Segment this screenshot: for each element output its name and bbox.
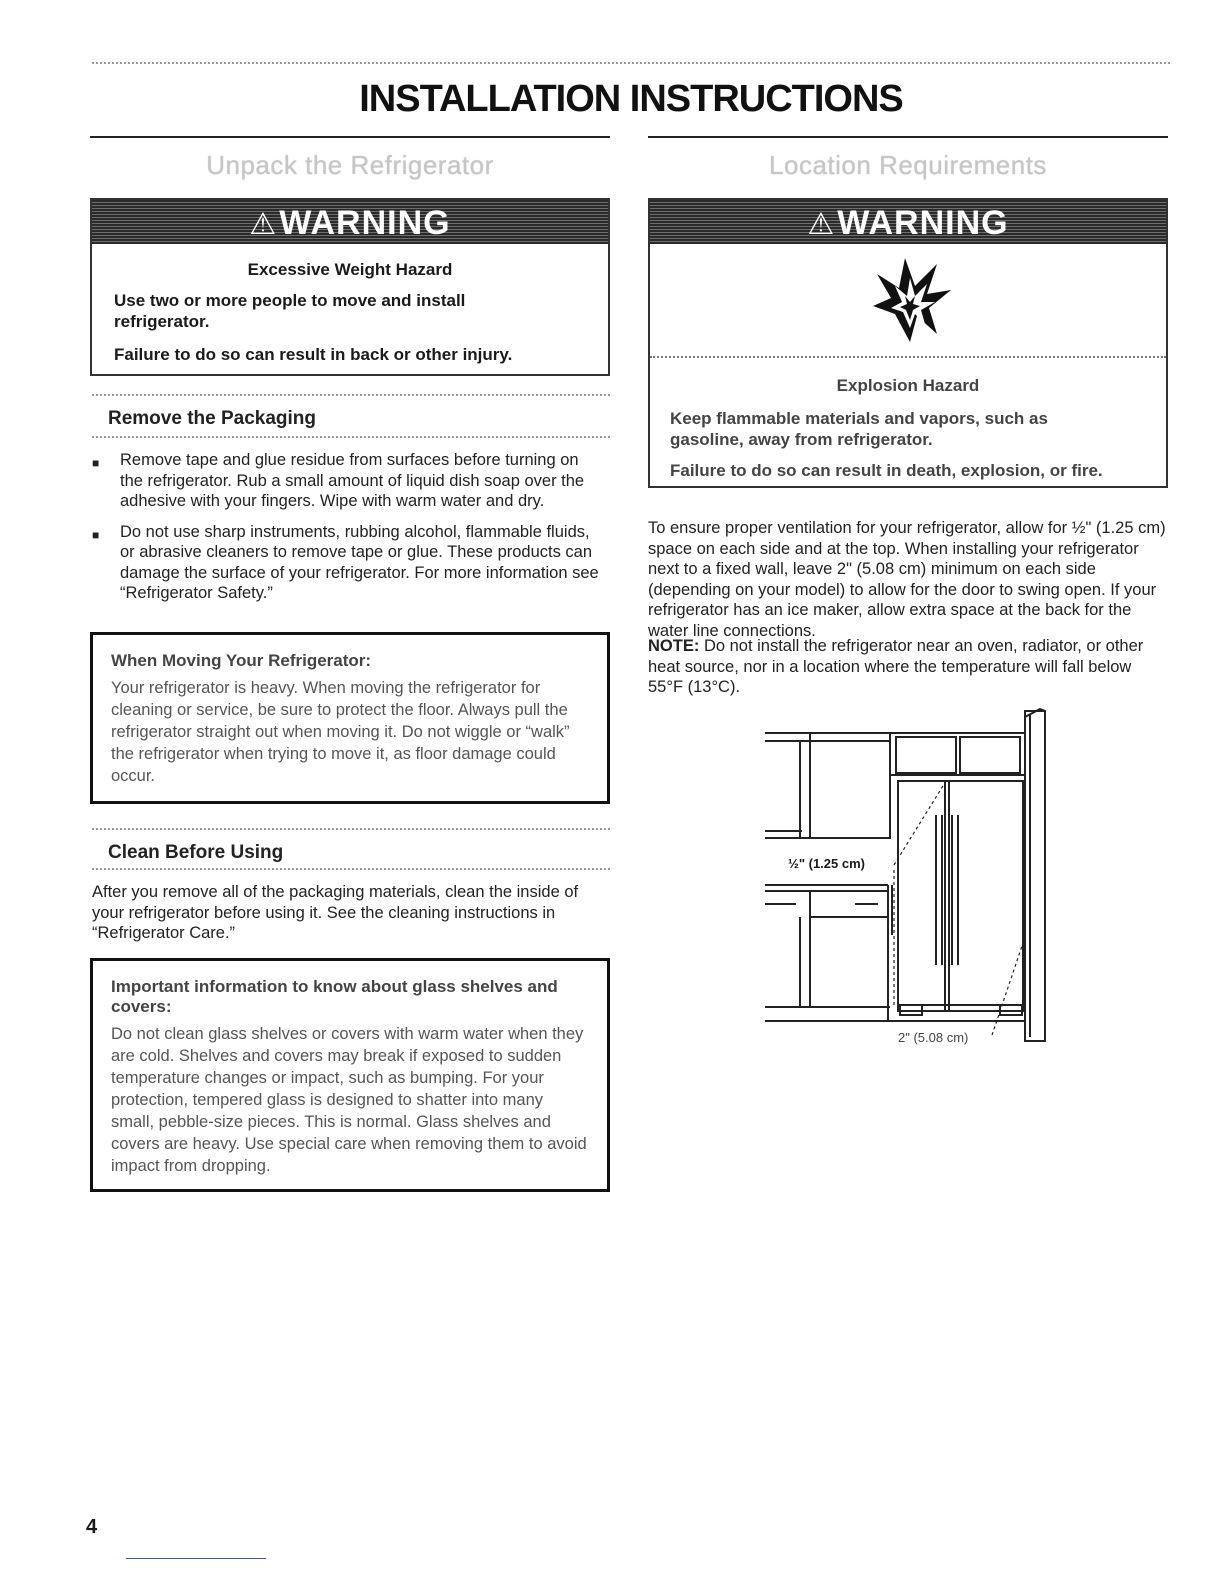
glass-info-title: Important information to know about glass shelves and covers: — [111, 977, 558, 1016]
warning-banner-label: ⚠WARNING — [807, 204, 1009, 242]
dotted-rule — [92, 436, 610, 438]
weight-warning-box — [90, 198, 610, 376]
left-column-rule — [90, 136, 610, 138]
clearance-label-top: ½" (1.25 cm) — [788, 856, 865, 871]
clean-before-using-heading: Clean Before Using — [108, 842, 284, 863]
explosion-icon — [865, 254, 955, 346]
warning-instruction: Use two or more people to move and install refrigerator. — [114, 291, 466, 331]
bullet-icon: ■ — [92, 456, 100, 470]
warning-instruction: Keep flammable materials and vapors, such as gasoline, away from refrigerator. — [670, 409, 1048, 449]
glass-info-text: Do not clean glass shelves or covers with warm water when they are cold. Shelves and covers may break if exposed to sudden temperature changes or impact, such as bumping. For your protection, tempered glass is designed to shatter into many small, pebble-size pieces. This is normal. Glass shelves and covers are heavy. Use special care when removing them to avoid impact from dropping. — [111, 1025, 587, 1175]
moving-info-text: Your refrigerator is heavy. When moving the refrigerator for cleaning or service, be sure to protect the floor. Always pull the refrigerator straight out when moving it. Do not wiggle or “walk” the refrigerator when trying to move it, as floor damage could occur. — [111, 679, 570, 785]
warning-hazard-title: Excessive Weight Hazard — [247, 260, 453, 279]
bullet-icon: ■ — [92, 527, 100, 542]
footer-rule — [126, 1558, 266, 1559]
dotted-rule — [92, 868, 610, 870]
clean-before-using-text: After you remove all of the packaging materials, clean the inside of your refrigerator before using it. See the cleaning instructions in “Refrigerator Care.” — [92, 883, 579, 942]
page-title: INSTALLATION INSTRUCTIONS — [359, 78, 903, 120]
section-heading-location: Location Requirements — [769, 150, 1047, 180]
section-heading-unpack: Unpack the Refrigerator — [206, 150, 494, 180]
note-label: NOTE: — [648, 637, 700, 655]
warning-banner-label: ⚠WARNING — [249, 204, 451, 242]
warning-consequence: Failure to do so can result in back or other injury. — [114, 345, 513, 364]
dotted-rule — [92, 394, 610, 396]
warning-hazard-title: Explosion Hazard — [836, 376, 980, 395]
note-paragraph — [648, 636, 1168, 698]
moving-info-title: When Moving Your Refrigerator: — [111, 651, 372, 670]
clearance-label-bottom: 2" (5.08 cm) — [898, 1030, 969, 1045]
list-item: ■ Remove tape and glue residue from surfaces before turning on the refrigerator. Rub a small amount of liquid dish soap over the adhesive with your fingers. Wipe with warm water and dry. — [92, 451, 585, 510]
ventilation-text: To ensure proper ventilation for your refrigerator, allow for ½" (1.25 cm) space on each side and at the top. When installing your refrigerator next to a fixed wall, leave 2" (5.08 cm) minimum on each side (depending on your model) to allow for the door to swing open. If your refrigerator has an ice maker, allow extra space at the back for the water line connections. — [648, 519, 1166, 640]
dotted-rule — [650, 356, 1166, 358]
glass-info-box — [90, 958, 610, 1192]
moving-info-box — [90, 632, 610, 804]
right-column-rule — [648, 136, 1168, 138]
note-text: Do not install the refrigerator near an oven, radiator, or other heat source, nor in a location where the temperature will fall below 55°F (13°C). — [648, 637, 1144, 696]
warning-triangle-icon: ⚠ — [249, 208, 278, 241]
top-dotted-rule — [92, 62, 1170, 64]
list-item: ■ Do not use sharp instruments, rubbing alcohol, flammable fluids, or abrasive cleaners to remove tape or glue. These products can damage the surface of your refrigerator. For more information see “Refrigerator Safety.” — [92, 522, 599, 602]
packaging-bullets — [92, 450, 602, 604]
clearance-diagram — [760, 705, 1060, 1055]
remove-packaging-heading: Remove the Packaging — [108, 408, 317, 429]
dotted-rule — [92, 828, 610, 830]
warning-consequence: Failure to do so can result in death, explosion, or fire. — [670, 461, 1103, 480]
warning-triangle-icon: ⚠ — [807, 208, 836, 241]
page-number: 4 — [86, 1516, 98, 1538]
explosion-warning-box — [648, 198, 1168, 488]
